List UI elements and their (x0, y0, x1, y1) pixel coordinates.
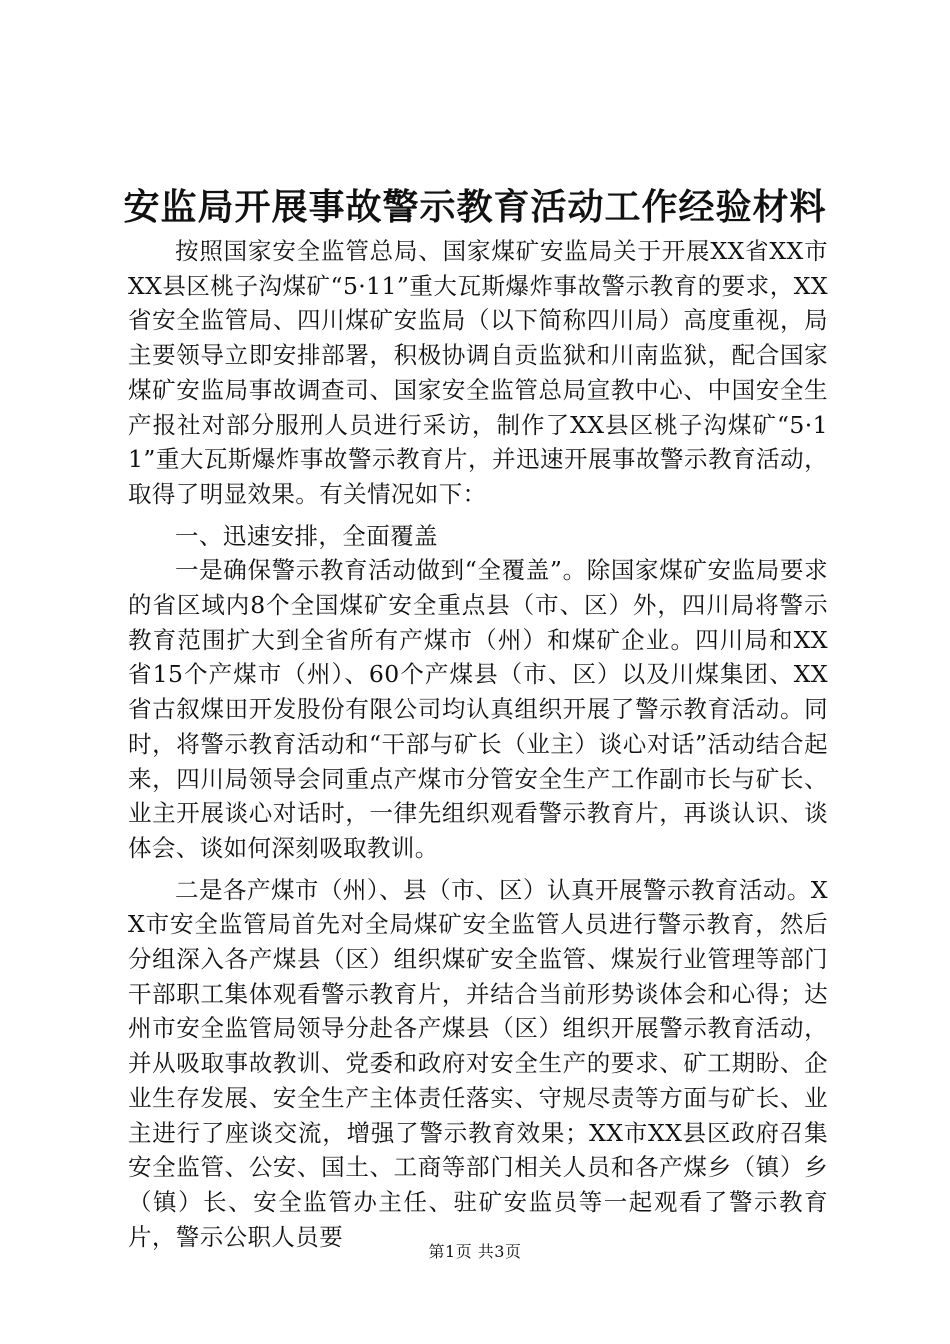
section-heading: 一、迅速安排，全面覆盖 (175, 521, 438, 550)
page-number-footer: 第1页 共3页 (428, 1242, 522, 1261)
document-title: 安监局开展事故警示教育活动工作经验材料 (123, 186, 827, 228)
body-paragraph-2: 二是各产煤市（州）、县（市、区）认真开展警示教育活动。XX市安全监管局首先对全局煤矿安全监管人员进行警示教育，然后分组深入各产煤县（区）组织煤矿安全监管、煤炭行业管理等部门干部职工集体观看警示教育片，并结合当前形势谈体会和心得；达州市安全监管局领导分赴各产煤县（区）组织开展警示教育活动，并从吸取事故教训、党委和政府对安全生产的要求、矿工期盼、企业生存发展、安全生产主体责任落实、守规尽责等方面与矿长、业主进行了座谈交流，增强了警示教育效果；XX市XX县区政府召集安全监管、公安、国土、工商等部门相关人员和各产煤乡（镇）乡（镇）长、安全监管办主任、驻矿安监员等一起观看了警示教育片，警示公职人员要 (128, 875, 828, 1251)
body-paragraph-1: 一是确保警示教育活动做到“全覆盖”。除国家煤矿安监局要求的省区域内8个全国煤矿安全重点县（市、区）外，四川局将警示教育范围扩大到全省所有产煤市（州）和煤矿企业。四川局和XX省15个产煤市（州）、60个产煤县（市、区）以及川煤集团、XX省古叙煤田开发股份有限公司均认真组织开展了警示教育活动。同时，将警示教育活动和“干部与矿长（业主）谈心对话”活动结合起来，四川局领导会同重点产煤市分管安全生产工作副市长与矿长、业主开展谈心对话时，一律先组织观看警示教育片，再谈认识、谈体会、谈如何深刻吸取教训。 (128, 556, 828, 862)
document-body (128, 234, 828, 1254)
intro-paragraph: 按照国家安全监管总局、国家煤矿安监局关于开展XX省XX市XX县区桃子沟煤矿“5·11”重大瓦斯爆炸事故警示教育的要求，XX省安全监管局、四川煤矿安监局（以下简称四川局）高度重视，局主要领导立即安排部署，积极协调自贡监狱和川南监狱，配合国家煤矿安监局事故调查司、国家安全监管总局宣教中心、中国安全生产报社对部分服刑人员进行采访，制作了XX县区桃子沟煤矿“5·11”重大瓦斯爆炸事故警示教育片，并迅速开展事故警示教育活动，取得了明显效果。有关情况如下： (128, 237, 828, 508)
